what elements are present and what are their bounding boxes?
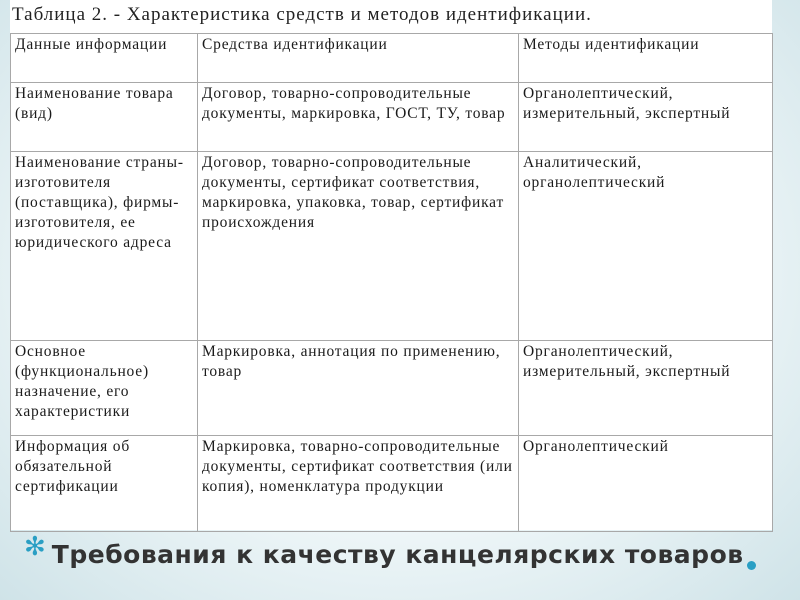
slide-title-bar xyxy=(24,528,794,578)
table-cell: Основное (функциональное) назначение, его характеристики xyxy=(11,341,198,436)
table-cell: Маркировка, аннотация по применению, товар xyxy=(198,341,519,436)
table-row xyxy=(11,83,773,152)
table-caption: Таблица 2. - Характеристика средств и методов идентификации. xyxy=(12,4,592,25)
table-header-row xyxy=(11,34,773,83)
header-cell: Средства идентификации xyxy=(198,34,519,83)
table-row xyxy=(11,436,773,532)
table-row xyxy=(11,341,773,436)
table-cell: Наименование страны-изготовителя (поставщика), фирмы-изготовителя, ее юридического адреса xyxy=(11,152,198,341)
table-cell: Органолептический, измерительный, экспертный xyxy=(519,341,773,436)
asterisk-bullet-icon: ✻ xyxy=(24,532,46,562)
table-cell: Наименование товара (вид) xyxy=(11,83,198,152)
table-cell: Маркировка, товарно-сопроводительные документы, сертификат соответствия (или копия), номенклатура продукции xyxy=(198,436,519,532)
header-cell: Методы идентификации xyxy=(519,34,773,83)
header-cell: Данные информации xyxy=(11,34,198,83)
table-cell: Органолептический xyxy=(519,436,773,532)
table-cell: Аналитический, органолептический xyxy=(519,152,773,341)
slide-title: Требования к качеству канцелярских товаров xyxy=(51,540,744,569)
table-cell: Органолептический, измерительный, экспертный xyxy=(519,83,773,152)
period-dot-icon xyxy=(747,561,756,570)
table-cell: Договор, товарно-сопроводительные документы, маркировка, ГОСТ, ТУ, товар xyxy=(198,83,519,152)
table-cell: Информация об обязательной сертификации xyxy=(11,436,198,532)
table-row xyxy=(11,152,773,341)
identification-table xyxy=(10,33,773,532)
table-cell: Договор, товарно-сопроводительные документы, сертификат соответствия, маркировка, упаковка, товар, сертификат происхождения xyxy=(198,152,519,341)
